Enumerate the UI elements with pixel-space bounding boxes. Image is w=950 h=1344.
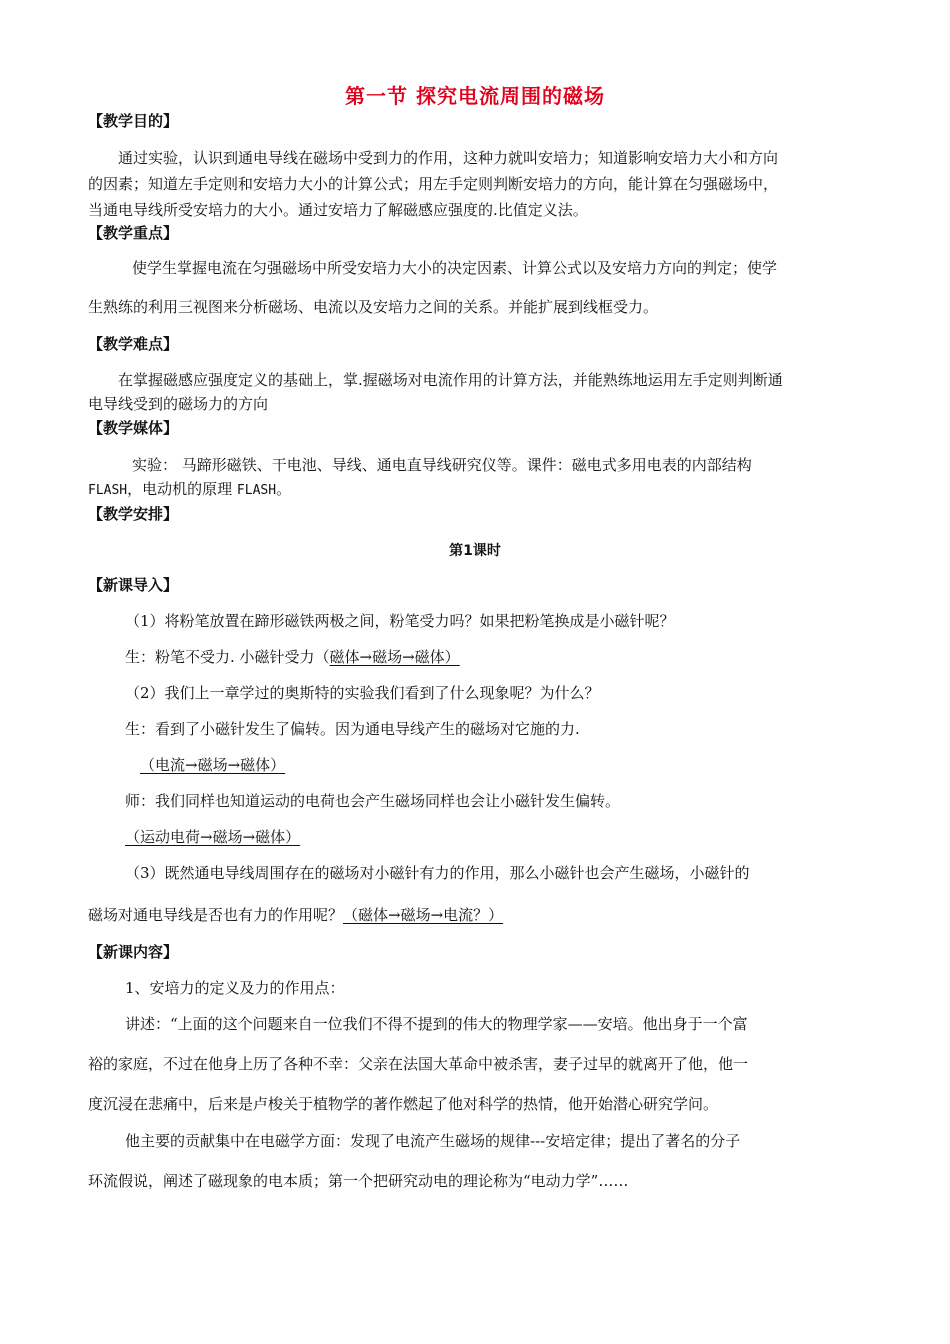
media-line-2 [88,478,291,499]
intro-question-3-line-1: （3）既然通电导线周围存在的磁场对小磁针有力的作用，那么小磁针也会产生磁场，小磁针的 [125,864,750,882]
heading-objectives: 【教学目的】 [88,112,179,130]
objectives-line-1: 通过实验，认识到通电导线在磁场中受到力的作用，这种力就叫安培力；知道影响安培力大小和方向 [118,149,779,167]
lesson-number: 第1课时 [449,543,501,559]
media-line-2-mid: ，电动机的原理 [127,480,237,498]
intro-teacher-1: 师：我们同样也知道运动的电荷也会产生磁场同样也会让小磁针发生偏转。 [125,792,621,810]
content-item-1: 1、安培力的定义及力的作用点： [125,979,345,997]
objectives-line-3: 当通电导线所受安培力的大小。通过安培力了解磁感应强度的.比值定义法。 [88,201,588,219]
intro-answer-1-chain: 磁体→磁场→磁体） [329,648,460,666]
content-line-3: 度沉浸在悲痛中，后来是卢梭关于植物学的著作燃起了他对科学的热情，他开始潜心研究学问。 [88,1095,719,1113]
heading-intro: 【新课导入】 [88,576,179,594]
intro-answer-2: 生：看到了小磁针发生了偏转。因为通电导线产生的磁场对它施的力. [125,720,580,738]
heading-content: 【新课内容】 [88,943,179,961]
media-flash-1: FLASH [88,483,128,498]
intro-question-3-text: 磁场对通电导线是否也有力的作用呢？ [88,906,344,924]
objectives-line-2: 的因素；知道左手定则和安培力大小的计算公式；用左手定则判断安培力的方向，能计算在匀强磁场中， [88,175,779,193]
media-line-1: 实验： 马蹄形磁铁、干电池、导线、通电直导线研究仪等。课件：磁电式多用电表的内部结构 [132,456,752,474]
intro-answer-1 [125,646,460,667]
media-flash-2: FLASH [236,483,277,498]
intro-answer-2-chain: （电流→磁场→磁体） [140,756,286,774]
content-line-2: 裕的家庭，不过在他身上历了各种不幸：父亲在法国大革命中被杀害，妻子过早的就离开了他，他一 [88,1055,749,1073]
difficulties-line-2: 电导线受到的磁场力的方向 [88,395,269,413]
intro-answer-1-text: 生：粉笔不受力. 小磁针受力（ [125,648,330,666]
intro-question-1: （1）将粉笔放置在蹄形磁铁两极之间，粉笔受力吗？如果把粉笔换成是小磁针呢？ [125,612,675,630]
heading-arrangement: 【教学安排】 [88,505,179,523]
media-line-2-end: 。 [276,480,292,498]
content-line-1: 讲述：“上面的这个问题来自一位我们不得不提到的伟大的物理学家——安培。他出身于一个富 [125,1015,748,1033]
page-title: 第一节 探究电流周围的磁场 [345,84,605,108]
intro-question-2: （2）我们上一章学过的奥斯特的实验我们看到了什么现象呢？为什么？ [125,684,600,702]
heading-key-points: 【教学重点】 [88,224,179,242]
key-points-line-2: 生熟练的利用三视图来分析磁场、电流以及安培力之间的关系。并能扩展到线框受力。 [88,298,659,316]
intro-question-3-line-2 [88,904,503,925]
content-line-5: 环流假说，阐述了磁现象的电本质；第一个把研究动电的理论称为“电动力学”…… [88,1172,629,1190]
key-points-line-1: 使学生掌握电流在匀强磁场中所受安培力大小的决定因素、计算公式以及安培力方向的判定；使学 [132,259,778,277]
difficulties-line-1: 在掌握磁感应强度定义的基础上，掌.握磁场对电流作用的计算方法，并能熟练地运用左手定则判断通 [118,371,783,389]
heading-media: 【教学媒体】 [88,419,179,437]
intro-question-3-chain: （磁体→磁场→电流？） [343,906,504,924]
content-line-4: 他主要的贡献集中在电磁学方面：发现了电流产生磁场的规律---安培定律；提出了著名的分子 [125,1132,741,1150]
heading-difficulties: 【教学难点】 [88,335,179,353]
intro-teacher-1-chain: （运动电荷→磁场→磁体） [125,828,301,846]
